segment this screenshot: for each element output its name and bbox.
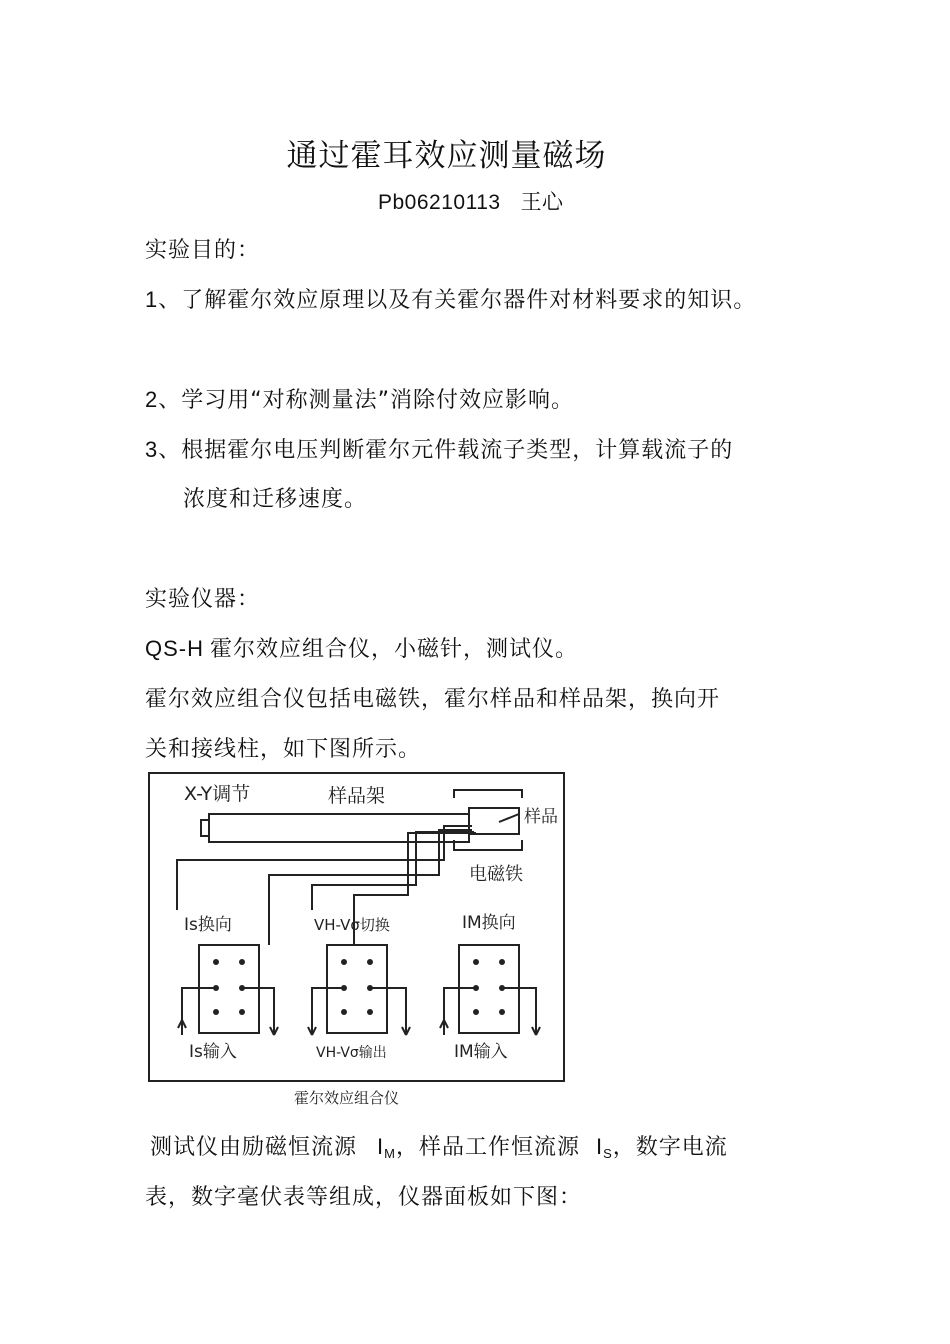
item-text: 了解霍尔效应原理以及有关霍尔器件对材料要求的知识。: [181, 288, 757, 313]
label-vh-output: VH-Vσ输出: [316, 1045, 387, 1061]
rod-knob: [201, 820, 209, 836]
purpose-item: [145, 435, 733, 466]
author-name: 王心: [520, 190, 564, 214]
instrument-list: [145, 634, 578, 665]
sample-holder-rod: [209, 814, 469, 842]
hall-apparatus-diagram: [144, 770, 576, 1108]
item-text: 学习用“对称测量法”消除付效应影响。: [181, 388, 575, 413]
label-vh-switch: VH-Vσ切换: [314, 916, 390, 934]
tester-text: 测试仪由励磁恒流源: [150, 1135, 358, 1160]
combo-description: 霍尔效应组合仪包括电磁铁，霍尔样品和样品架，换向开: [145, 687, 721, 712]
tester-text: ，样品工作恒流源: [395, 1135, 580, 1160]
item-continuation: 浓度和迁移速度。: [183, 487, 368, 512]
wire: [177, 826, 472, 910]
is-symbol: I: [596, 1134, 604, 1159]
label-im-switch: IM换向: [462, 913, 516, 933]
document-title: 通过霍耳效应测量磁场: [286, 138, 607, 174]
item-number: 3、: [145, 437, 182, 462]
im-symbol: I: [377, 1134, 385, 1159]
purpose-item: [145, 285, 756, 316]
im-subscript: M: [384, 1146, 396, 1161]
item-number: 2、: [145, 387, 182, 412]
tester-description-cont: 表，数字毫伏表等组成，仪器面板如下图：: [145, 1185, 583, 1210]
author-line: [378, 186, 564, 216]
author-id: Pb06210113: [378, 191, 501, 214]
item-number: 1、: [145, 287, 182, 312]
label-is-switch: Is换向: [184, 915, 232, 935]
instrument-model: QS-H: [145, 636, 204, 661]
label-electromagnet: 电磁铁: [469, 864, 523, 885]
label-sample: 样品: [524, 807, 558, 827]
instrument-heading: 实验仪器：: [145, 587, 261, 612]
label-sample-holder: 样品架: [328, 785, 386, 807]
sample-box: [469, 808, 519, 834]
combo-description-cont: 关和接线柱，如下图所示。: [145, 737, 422, 762]
diagram-caption: 霍尔效应组合仪: [294, 1089, 400, 1107]
instrument-list-text: 霍尔效应组合仪，小磁针，测试仪。: [210, 637, 579, 662]
item-text: 根据霍尔电压判断霍尔元件载流子类型，计算载流子的: [181, 438, 734, 463]
wire: [312, 832, 474, 910]
label-xy-adjust: X-Y调节: [184, 783, 251, 805]
purpose-heading: 实验目的：: [145, 238, 261, 263]
label-im-input: IM输入: [454, 1042, 508, 1062]
label-is-input: Is输入: [189, 1042, 237, 1062]
tester-text: ，数字电流: [612, 1135, 728, 1160]
is-subscript: S: [603, 1146, 613, 1161]
purpose-item: [145, 385, 574, 416]
tester-description: [150, 1132, 728, 1169]
